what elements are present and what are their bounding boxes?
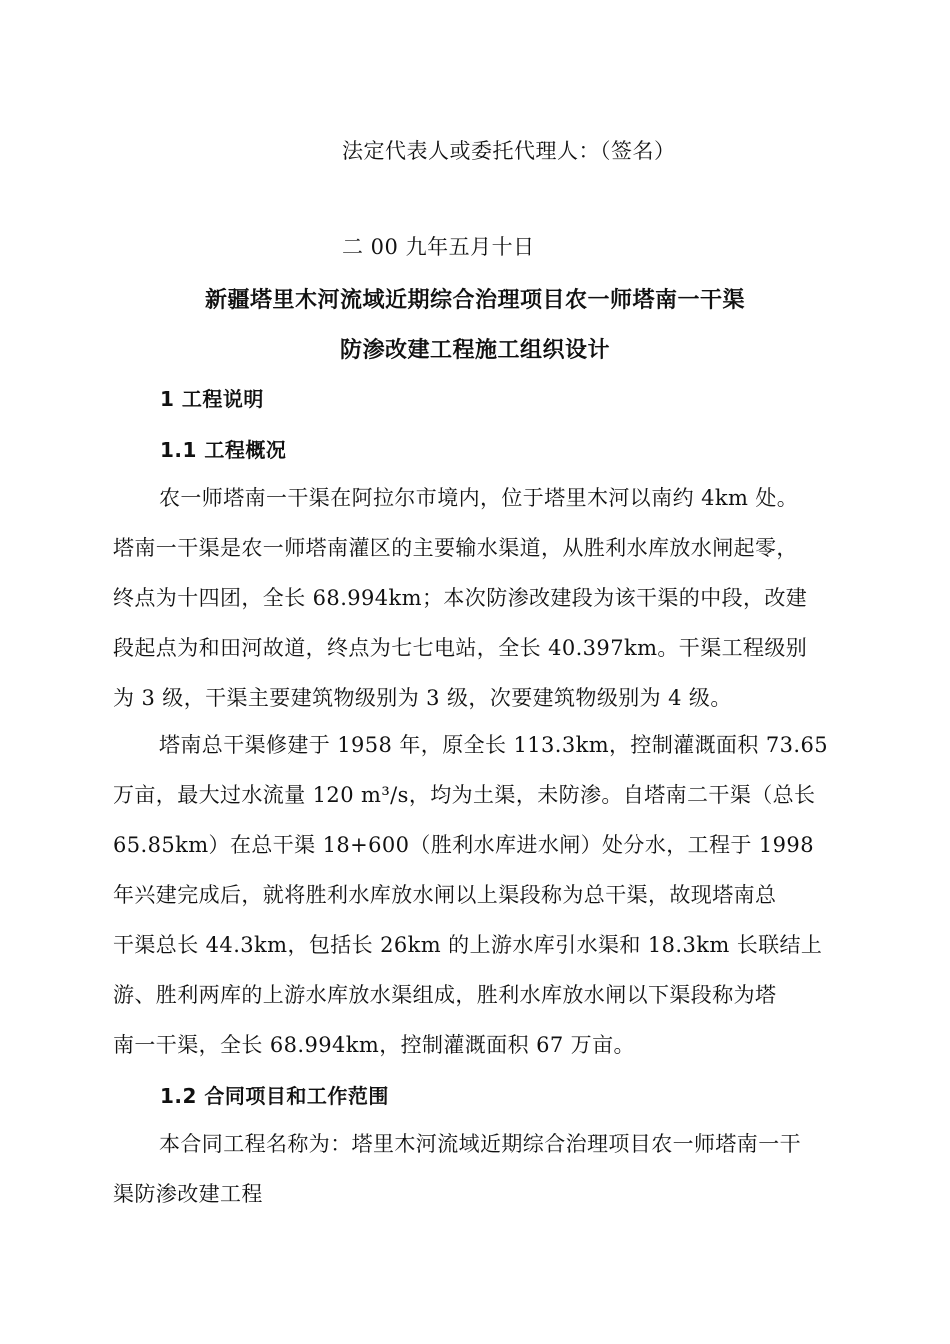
paragraph-line: 塔南总干渠修建于 1958 年，原全长 113.3km，控制灌溉面积 73.65: [159, 733, 829, 757]
section-heading-1-1: 1.1 工程概况: [160, 438, 287, 462]
paragraph-line: 65.85km）在总干渠 18+600（胜利水库进水闸）处分水，工程于 1998: [113, 833, 814, 857]
paragraph-line: 万亩，最大过水流量 120 m³/s，均为土渠，未防渗。自塔南二干渠（总长: [113, 783, 816, 807]
paragraph-line: 渠防渗改建工程: [113, 1182, 263, 1206]
paragraph-line: 游、胜利两库的上游水库放水渠组成，胜利水库放水闸以下渠段称为塔: [113, 983, 777, 1007]
paragraph-overview-2: [113, 720, 843, 1070]
paragraph-overview-1: [113, 473, 843, 723]
document-title-line-1: 新疆塔里木河流域近期综合治理项目农一师塔南一干渠: [204, 288, 745, 313]
date-line: 二 00 九年五月十日: [342, 235, 535, 259]
paragraph-line: 年兴建完成后，就将胜利水库放水闸以上渠段称为总干渠，故现塔南总: [113, 883, 777, 907]
paragraph-contract-scope: [113, 1119, 843, 1219]
section-heading-1-2: 1.2 合同项目和工作范围: [160, 1084, 389, 1108]
paragraph-line: 南一干渠，全长 68.994km，控制灌溉面积 67 万亩。: [113, 1033, 635, 1057]
paragraph-line: 干渠总长 44.3km，包括长 26km 的上游水库引水渠和 18.3km 长联结上: [113, 933, 823, 957]
document-title-line-2: 防渗改建工程施工组织设计: [339, 338, 610, 363]
paragraph-line: 终点为十四团，全长 68.994km；本次防渗改建段为该干渠的中段，改建: [113, 586, 808, 610]
paragraph-line: 为 3 级，干渠主要建筑物级别为 3 级，次要建筑物级别为 4 级。: [113, 686, 732, 710]
paragraph-line: 本合同工程名称为：塔里木河流域近期综合治理项目农一师塔南一干: [159, 1132, 801, 1156]
signature-line: 法定代表人或委托代理人：（签名）: [342, 139, 676, 163]
paragraph-line: 段起点为和田河故道，终点为七七电站，全长 40.397km。干渠工程级别: [113, 636, 808, 660]
paragraph-line: 农一师塔南一干渠在阿拉尔市境内，位于塔里木河以南约 4km 处。: [159, 486, 799, 510]
section-heading-1: 1 工程说明: [160, 387, 264, 411]
paragraph-line: 塔南一干渠是农一师塔南灌区的主要输水渠道，从胜利水库放水闸起零，: [113, 536, 798, 560]
